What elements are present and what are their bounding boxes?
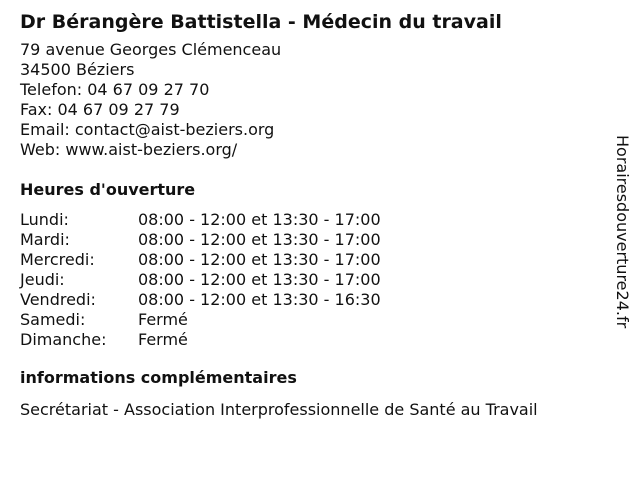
hours-time: Fermé bbox=[138, 310, 188, 329]
hours-day: Jeudi: bbox=[20, 270, 65, 289]
hours-time: 08:00 - 12:00 et 13:30 - 16:30 bbox=[138, 290, 381, 309]
contact-block bbox=[20, 40, 610, 160]
hours-row-sunday bbox=[20, 330, 610, 350]
hours-day: Dimanche: bbox=[20, 330, 107, 349]
hours-time: 08:00 - 12:00 et 13:30 - 17:00 bbox=[138, 230, 381, 249]
site-watermark: Horairesdouverture24.fr bbox=[613, 135, 632, 329]
hours-day: Mardi: bbox=[20, 230, 70, 249]
hours-row-friday bbox=[20, 290, 610, 310]
fax-line: Fax: 04 67 09 27 79 bbox=[20, 100, 180, 119]
additional-info-text: Secrétariat - Association Interprofessionnelle de Santé au Travail bbox=[20, 400, 538, 419]
hours-time: Fermé bbox=[138, 330, 188, 349]
additional-info-heading: informations complémentaires bbox=[20, 368, 297, 387]
hours-row-thursday bbox=[20, 270, 610, 290]
address-street: 79 avenue Georges Clémenceau bbox=[20, 40, 282, 59]
hours-row-wednesday bbox=[20, 250, 610, 270]
opening-hours-table bbox=[20, 210, 610, 350]
email-line: Email: contact@aist-beziers.org bbox=[20, 120, 275, 139]
hours-row-saturday bbox=[20, 310, 610, 330]
business-info-card bbox=[20, 8, 610, 420]
web-line: Web: www.aist-beziers.org/ bbox=[20, 140, 238, 159]
hours-day: Mercredi: bbox=[20, 250, 95, 269]
hours-row-tuesday bbox=[20, 230, 610, 250]
opening-hours-heading: Heures d'ouverture bbox=[20, 180, 196, 199]
business-title: Dr Bérangère Battistella - Médecin du travail bbox=[20, 11, 502, 33]
address-city: 34500 Béziers bbox=[20, 60, 135, 79]
hours-time: 08:00 - 12:00 et 13:30 - 17:00 bbox=[138, 250, 381, 269]
hours-time: 08:00 - 12:00 et 13:30 - 17:00 bbox=[138, 270, 381, 289]
phone-line: Telefon: 04 67 09 27 70 bbox=[20, 80, 210, 99]
hours-day: Vendredi: bbox=[20, 290, 96, 309]
hours-day: Samedi: bbox=[20, 310, 86, 329]
hours-day: Lundi: bbox=[20, 210, 69, 229]
hours-row-monday bbox=[20, 210, 610, 230]
hours-time: 08:00 - 12:00 et 13:30 - 17:00 bbox=[138, 210, 381, 229]
